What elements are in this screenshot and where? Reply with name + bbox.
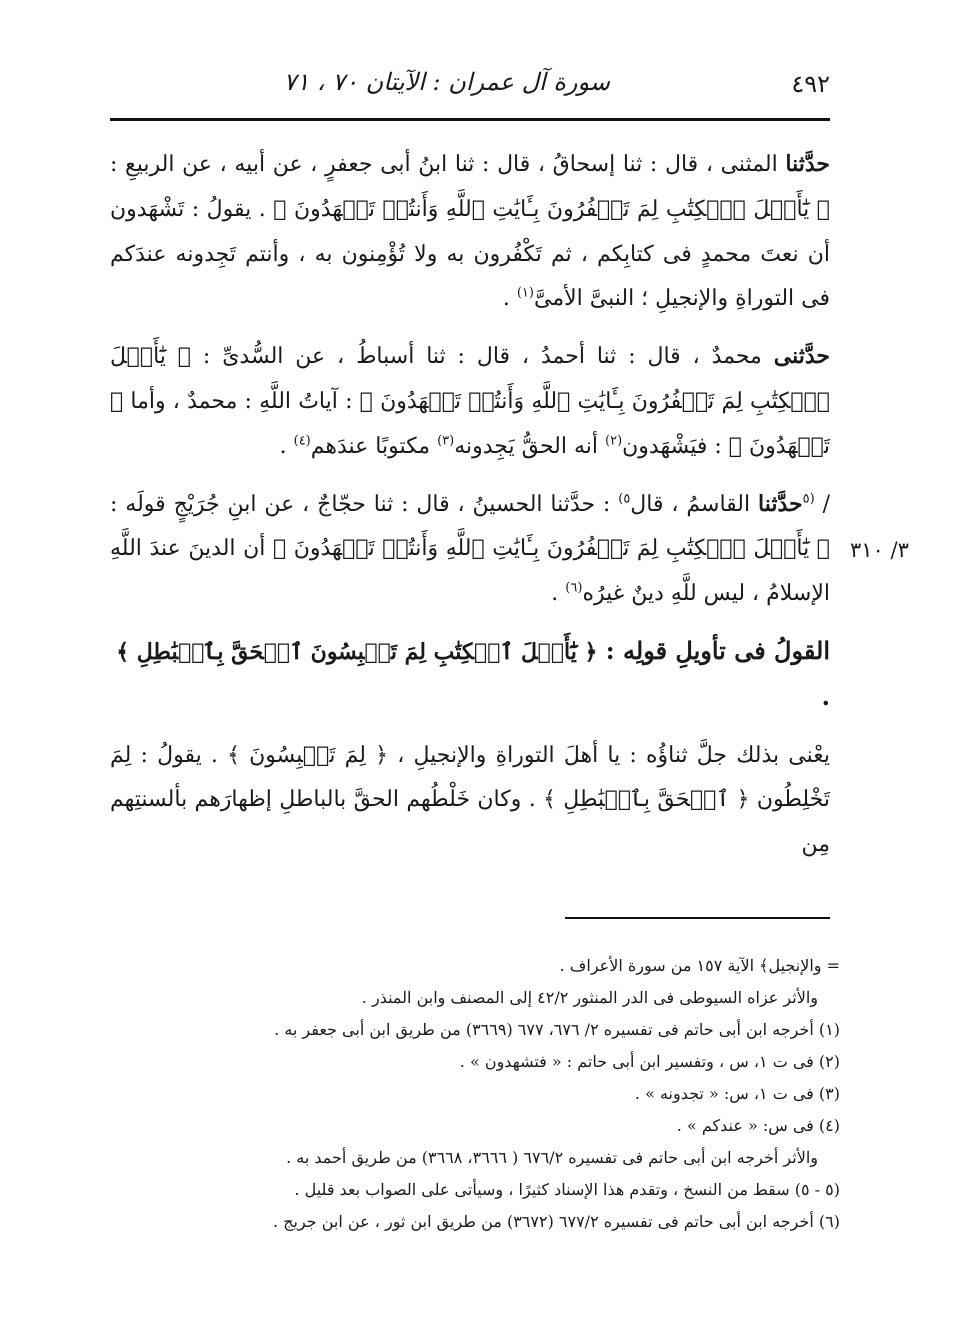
footnote-ref: (٦) xyxy=(565,580,583,596)
footnote-note: والأثر عزاه السيوطى فى الدر المنثور ٤٢/٢ إلى المصنف وابن المنذر . xyxy=(361,988,818,1007)
text-span: . يقولُ : لِمَ تَخْلِطُون xyxy=(110,742,831,813)
text-span: مكتوبًا عندَهم xyxy=(310,433,438,459)
text-span: أنه الحقُّ يَجِدونه xyxy=(454,433,605,459)
isnad-lead: حدَّثنى xyxy=(773,343,830,370)
text-span: . xyxy=(279,433,294,459)
paragraph-4 xyxy=(110,734,830,868)
main-text xyxy=(110,142,830,880)
paragraph-2 xyxy=(110,334,830,469)
paragraph-3 xyxy=(110,482,830,617)
text-span: . وكان خَلْطُهم الحقَّ بالباطلِ إظهارَهم بألسنتِهم مِن xyxy=(110,787,830,858)
quran-verse: ﴿ ٱلۡحَقَّ بِٱلۡبَٰطِلِ ﴾ xyxy=(543,787,750,813)
text-span: : آياتُ اللَّهِ : محمدٌ ، وأما xyxy=(123,388,360,414)
footnote-6: (٦) أخرجه ابن أبى حاتم فى تفسيره ٦٧٧/٢ (٣٦٧٢) من طريق ابن ثور ، عن ابن جريج . xyxy=(272,1212,840,1231)
footnote-continuation: = والإنجيل﴾ الآية ١٥٧ من سورة الأعراف . xyxy=(559,956,840,975)
footnote-ref: (٢) xyxy=(605,433,623,449)
section-heading xyxy=(110,629,830,720)
text-span: . xyxy=(502,286,517,312)
footnotes xyxy=(160,950,840,1238)
text-span: . xyxy=(821,681,830,711)
footnote-2: (٢) فى ت ١، س ، وتفسير ابن أبى حاتم : « فتشهدون » . xyxy=(459,1052,840,1071)
quran-verse: ﴿ تَشۡهَدُونَ ﴾ xyxy=(110,388,830,459)
text-span: . xyxy=(551,581,566,607)
page-break-slash: / xyxy=(814,491,830,517)
quran-verse: ﴿ لِمَ تَلۡبِسُونَ ﴾ xyxy=(227,742,389,768)
page-header xyxy=(110,62,830,106)
quran-verse: ﴿ يَٰٓأَهۡلَ ٱلۡكِتَٰبِ لِمَ تَكۡفُرُونَ بِـَٔايَٰتِ ٱللَّهِ وَأَنتُمۡ تَشۡهَدُونَ ﴾ xyxy=(272,536,831,562)
text-span: المثنى ، قال : ثنا إسحاقُ ، قال : ثنا ابنُ أبى جعفرٍ ، عن أبيه ، عن الربيعِ : xyxy=(110,152,786,177)
footnote-4: (٤) فى س: « عندكم » . xyxy=(676,1116,840,1135)
page-number: ٤٩٢ xyxy=(791,70,830,98)
footnote-ref: (٤) xyxy=(293,433,311,449)
quran-verse: ﴿ يَٰٓأَهۡلَ ٱلۡكِتَٰبِ لِمَ تَكۡفُرُونَ بِـَٔايَٰتِ ٱللَّهِ وَأَنتُمۡ تَشۡهَدُونَ ﴾ xyxy=(110,344,831,414)
text-span: يعْنى بذلك جلَّ ثناؤُه : يا أهلَ التوراةِ والإنجيلِ ، xyxy=(388,742,830,768)
header-rule xyxy=(110,118,830,121)
footnote-3: (٣) فى ت ١، س: « تجدونه » . xyxy=(634,1084,840,1103)
heading-text: القولُ فى تأويلِ قولِه : xyxy=(597,635,830,665)
text-span: أن الدينَ عندَ اللَّهِ الإسلامُ ، ليس للَّهِ دينٌ غيرُه xyxy=(110,536,830,607)
footnote-rule xyxy=(565,917,830,919)
margin-volume-page-note: ٣/ ٣١٠ xyxy=(850,538,909,562)
footnote-1: (١) أخرجه ابن أبى حاتم فى تفسيره ٢/ ٦٧٦، ٦٧٧ (٣٦٦٩) من طريق ابن أبى جعفر به . xyxy=(274,1020,840,1039)
paragraph-1 xyxy=(110,142,830,322)
footnote-ref: (١) xyxy=(516,286,534,302)
text-span: . يقولُ : تَشْهَدون أن نعتَ محمدٍ فى كتابِكم ، ثم تَكْفُرون به ولا تُؤْمِنون به ، وأنتم تَجِدونه عندَكم فى التوراةِ والإنجيلِ ؛ النبىَّ الأمىَّ xyxy=(110,196,830,312)
footnote-ref: (٥ xyxy=(802,491,815,507)
text-span: : فيَشْهَدون xyxy=(622,433,729,459)
isnad-lead: حدَّثنا xyxy=(785,151,830,177)
running-title: سورة آل عمران : الآيتان ٧٠ ، ٧١ xyxy=(283,68,610,96)
footnote-note: والأثر أخرجه ابن أبى حاتم فى تفسيره ٦٧٦/٢ ( ٣٦٦٦، ٣٦٦٨) من طريق أحمد به . xyxy=(286,1148,818,1167)
footnote-ref: ٥) xyxy=(618,491,631,507)
text-span: محمدٌ ، قال : ثنا أحمدُ ، قال : ثنا أسباطُ ، عن السُّدىِّ : xyxy=(191,344,774,370)
quran-verse: ﴿ يَٰٓأَهۡلَ ٱلۡكِتَٰبِ لِمَ تَكۡفُرُونَ بِـَٔايَٰتِ ٱللَّهِ وَأَنتُمۡ تَشۡهَدُونَ ﴾ xyxy=(273,196,830,222)
text-span: القاسمُ ، قال xyxy=(630,491,758,517)
footnote-ref: (٣) xyxy=(437,433,455,449)
footnote-5: (٥ - ٥) سقط من النسخ ، وتقدم هذا الإسناد كثيرًا ، وسيأتى على الصواب بعد قليل . xyxy=(294,1180,840,1199)
isnad-lead: حدَّثنا xyxy=(758,490,803,517)
quran-verse: ﴿ يَٰٓأَهۡلَ ٱلۡكِتَٰبِ لِمَ تَلۡبِسُونَ ٱلۡحَقَّ بِٱلۡبَٰطِلِ ﴾ xyxy=(116,638,598,665)
text-span: : حدَّثنا الحسينُ ، قال : ثنا حجّاجٌ ، عن ابنِ جُرَيْجٍ قولَه : xyxy=(110,491,619,517)
